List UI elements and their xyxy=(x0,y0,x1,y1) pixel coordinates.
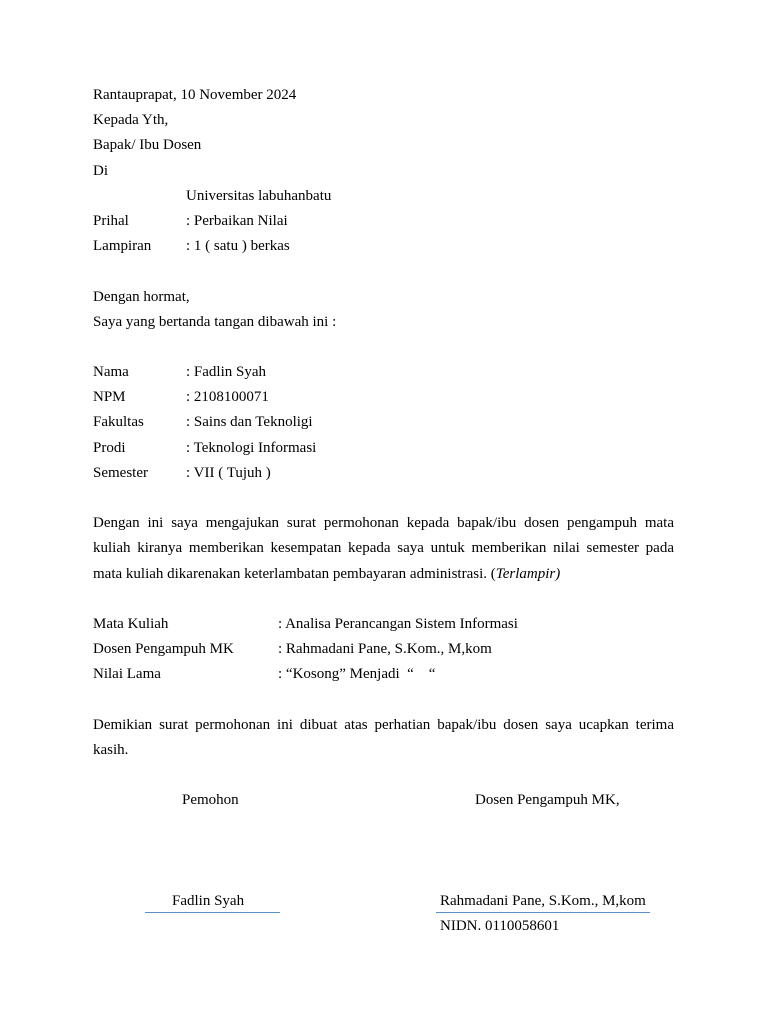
applicant-title: Pemohon xyxy=(182,792,239,808)
student-row xyxy=(93,436,674,461)
recipient: Bapak/ Ibu Dosen xyxy=(93,137,202,154)
student-label: Semester xyxy=(93,464,148,481)
course-row xyxy=(93,612,674,637)
course-value: : “Kosong” Menjadi “ “ xyxy=(278,666,436,683)
di-line: Di xyxy=(93,162,108,179)
student-row xyxy=(93,385,674,410)
student-label: NPM xyxy=(93,389,126,406)
lecturer-name: Rahmadani Pane, S.Kom., M,kom xyxy=(440,893,646,909)
student-row xyxy=(93,410,674,435)
place-date: Rantauprapat, 10 November 2024 xyxy=(93,87,297,103)
student-info xyxy=(93,360,674,486)
student-value: : 2108100071 xyxy=(186,389,269,406)
attachment-label: Lampiran xyxy=(93,238,152,255)
student-value: : Teknologi Informasi xyxy=(186,439,317,456)
intro: Saya yang bertanda tangan dibawah ini : xyxy=(93,313,337,330)
letter-body xyxy=(93,83,674,763)
lecturer-nidn: NIDN. 0110058601 xyxy=(440,918,560,934)
student-label: Fakultas xyxy=(93,414,144,431)
student-label: Nama xyxy=(93,364,129,381)
course-label: Nilai Lama xyxy=(93,666,161,683)
addressee-line: Kepada Yth, xyxy=(93,112,169,129)
subject-row xyxy=(93,209,674,234)
course-value: : Rahmadani Pane, S.Kom., M,kom xyxy=(278,641,492,658)
closing-paragraph: Demikian surat permohonan ini dibuat atas perhatian bapak/ibu dosen saya ucapkan terima kasih. xyxy=(93,716,674,758)
student-label: Prodi xyxy=(93,439,126,456)
greeting: Dengan hormat, xyxy=(93,288,190,305)
subject-label: Prihal xyxy=(93,212,129,229)
institution: Universitas labuhanbatu xyxy=(186,187,332,204)
course-value: : Analisa Perancangan Sistem Informasi xyxy=(278,615,518,632)
lecturer-title: Dosen Pengampuh MK, xyxy=(475,792,620,808)
applicant-signature-line xyxy=(145,912,280,913)
attachment-value: : 1 ( satu ) berkas xyxy=(186,238,290,255)
student-value: : VII ( Tujuh ) xyxy=(186,464,271,481)
request-text: Dengan ini saya mengajukan surat permohonan kepada bapak/ibu dosen pengampuh mata kuliah kiranya memberikan kesempatan kepada saya untuk memberikan nilai semester pada mata kuliah dikarenakan keterlambatan pembayaran administrasi. ( xyxy=(93,515,674,582)
course-label: Dosen Pengampuh MK xyxy=(93,641,234,658)
student-value: : Fadlin Syah xyxy=(186,364,267,381)
course-label: Mata Kuliah xyxy=(93,615,169,632)
attachment-note: Terlampir) xyxy=(495,565,561,582)
student-row xyxy=(93,360,674,385)
subject-value: : Perbaikan Nilai xyxy=(186,212,288,229)
student-row xyxy=(93,461,674,486)
lecturer-signature-line xyxy=(436,912,650,913)
course-info xyxy=(93,612,674,688)
course-row xyxy=(93,637,674,662)
course-row xyxy=(93,662,674,687)
applicant-name: Fadlin Syah xyxy=(172,893,245,909)
attachment-row xyxy=(93,234,674,259)
student-value: : Sains dan Teknoligi xyxy=(186,414,313,431)
request-paragraph xyxy=(93,511,674,587)
